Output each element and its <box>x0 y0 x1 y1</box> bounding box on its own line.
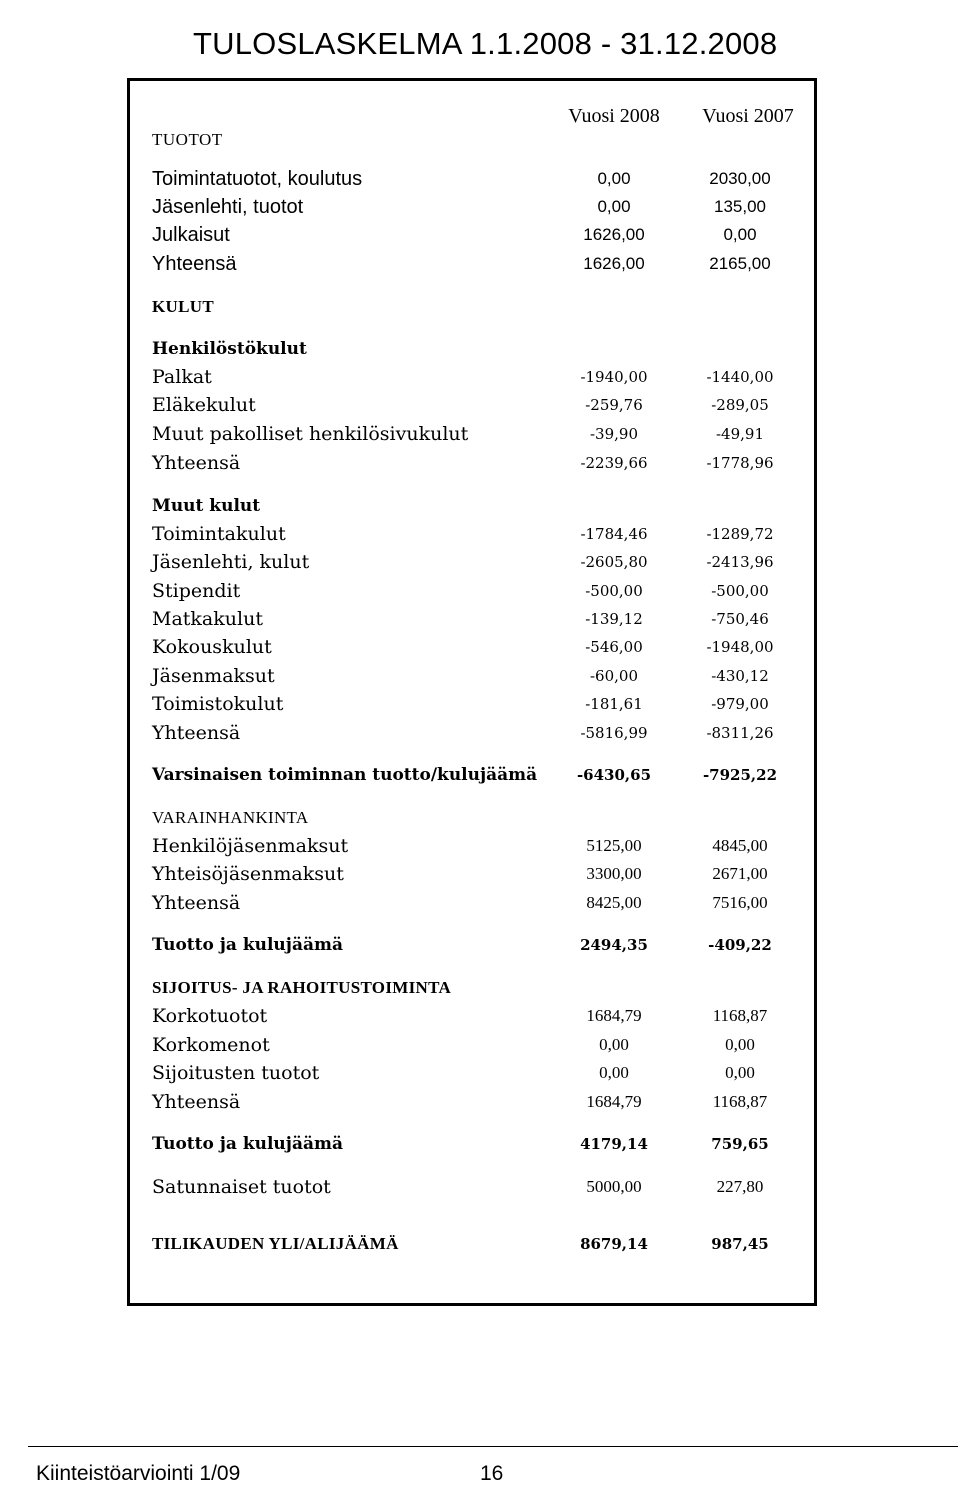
value-2008: 1626,00 <box>583 225 645 244</box>
row-label: Varsinaisen toiminnan tuotto/kulujäämä <box>152 765 538 785</box>
value-2007: 2165,00 <box>709 254 771 273</box>
row-label: Toimintatuotot, koulutus <box>152 168 363 190</box>
table-row <box>0 1031 960 1059</box>
row-label: Yhteensä <box>152 892 241 914</box>
value-2007: 0,00 <box>725 1063 755 1082</box>
value-2007: -1778,96 <box>706 454 774 472</box>
result-row-tuotto-kulujaama-2 <box>0 1130 960 1158</box>
table-row <box>0 250 960 278</box>
value-2008: -181,61 <box>585 695 643 713</box>
value-2008: -546,00 <box>585 638 643 656</box>
row-label: Yhteensä <box>152 1091 241 1113</box>
page-title: TULOSLASKELMA 1.1.2008 - 31.12.2008 <box>193 26 778 61</box>
row-label: Toimistokulut <box>152 693 284 715</box>
row-label: Tuotto ja kulujäämä <box>152 935 343 955</box>
row-label: Jäsenmaksut <box>152 665 275 687</box>
row-label: Yhteensä <box>152 452 241 474</box>
row-label: Matkakulut <box>152 608 263 630</box>
value-2007: -7925,22 <box>702 766 778 784</box>
value-2008: 0,00 <box>599 1063 629 1082</box>
row-label: Korkotuotot <box>152 1005 268 1027</box>
value-2008: 0,00 <box>599 1035 629 1054</box>
value-2008: 0,00 <box>597 197 631 216</box>
table-row <box>0 860 960 888</box>
value-2007: -2413,96 <box>706 553 774 571</box>
row-label: Tuotto ja kulujäämä <box>152 1134 343 1154</box>
value-2008: 2494,35 <box>580 936 648 954</box>
value-2008: -1784,46 <box>580 525 648 543</box>
footer-divider <box>28 1446 958 1447</box>
row-label: Korkomenot <box>152 1034 270 1056</box>
value-2007: -8311,26 <box>706 724 774 742</box>
table-row <box>0 832 960 860</box>
section-label: SIJOITUS- JA RAHOITUSTOIMINTA <box>152 978 452 997</box>
value-2007: 135,00 <box>714 197 766 216</box>
row-label: Satunnaiset tuotot <box>152 1176 331 1198</box>
value-2008: -1940,00 <box>580 368 648 386</box>
value-2007: -49,91 <box>715 425 764 443</box>
table-row <box>0 889 960 917</box>
value-2008: 1684,79 <box>586 1092 642 1111</box>
table-row <box>0 1059 960 1087</box>
section-heading-kulut <box>0 293 960 321</box>
value-2008: -139,12 <box>585 610 643 628</box>
table-row <box>0 633 960 661</box>
value-2008: 1626,00 <box>583 254 645 273</box>
row-label: TILIKAUDEN YLI/ALIJÄÄMÄ <box>152 1234 399 1253</box>
subsection-heading-muut-kulut <box>0 492 960 520</box>
value-2007: -1440,00 <box>706 368 774 386</box>
table-row <box>0 548 960 576</box>
row-label: Jäsenlehti, tuotot <box>152 196 304 218</box>
value-2008: -500,00 <box>585 582 643 600</box>
table-row <box>0 420 960 448</box>
table-row <box>0 605 960 633</box>
column-header-2008: Vuosi 2008 <box>568 105 660 127</box>
value-2007: 227,80 <box>716 1177 764 1196</box>
value-2007: -979,00 <box>711 695 769 713</box>
value-2007: 7516,00 <box>712 893 768 912</box>
section-label: TUOTOT <box>152 130 223 149</box>
value-2008: 1684,79 <box>586 1006 642 1025</box>
table-row <box>0 165 960 193</box>
table-row <box>0 1088 960 1116</box>
table-row-satunnaiset <box>0 1173 960 1201</box>
table-row <box>0 363 960 391</box>
value-2007: -430,12 <box>711 667 769 685</box>
result-row-tuotto-kulujaama-1 <box>0 931 960 959</box>
value-2008: 5125,00 <box>586 836 642 855</box>
value-2007: 0,00 <box>723 225 757 244</box>
subsection-heading-henkilostokulut <box>0 335 960 363</box>
table-row <box>0 577 960 605</box>
value-2008: -39,90 <box>589 425 638 443</box>
row-label: Eläkekulut <box>152 394 256 416</box>
row-label: Palkat <box>152 366 212 388</box>
value-2008: 8425,00 <box>586 893 642 912</box>
value-2008: 5000,00 <box>586 1177 642 1196</box>
value-2008: -5816,99 <box>580 724 648 742</box>
value-2007: -289,05 <box>711 396 769 414</box>
value-2007: 2671,00 <box>712 864 768 883</box>
value-2007: 4845,00 <box>712 836 768 855</box>
value-2007: 1168,87 <box>712 1092 768 1111</box>
subsection-label: Muut kulut <box>152 496 261 516</box>
value-2007: 987,45 <box>711 1235 769 1253</box>
row-label: Julkaisut <box>152 224 230 246</box>
table-row <box>0 449 960 477</box>
table-row <box>0 662 960 690</box>
value-2007: 2030,00 <box>709 169 771 188</box>
value-2007: 759,65 <box>711 1135 769 1153</box>
row-label: Muut pakolliset henkilösivukulut <box>152 423 469 445</box>
row-label: Yhteensä <box>152 722 241 744</box>
section-heading-tuotot <box>0 126 960 154</box>
row-label: Toimintakulut <box>152 523 286 545</box>
row-label: Yhteensä <box>152 253 237 275</box>
table-row <box>0 391 960 419</box>
value-2007: -409,22 <box>708 936 772 954</box>
section-heading-sijoitus <box>0 974 960 1002</box>
footer-page-number: 16 <box>480 1462 504 1485</box>
value-2008: 3300,00 <box>586 864 642 883</box>
table-row <box>0 719 960 747</box>
row-label: Stipendit <box>152 580 241 602</box>
table-row <box>0 690 960 718</box>
row-label: Sijoitusten tuotot <box>152 1062 320 1084</box>
table-row <box>0 1002 960 1030</box>
value-2007: -1289,72 <box>706 525 774 543</box>
value-2008: -60,00 <box>589 667 638 685</box>
result-row-varsinainen <box>0 761 960 789</box>
value-2008: -2605,80 <box>580 553 648 571</box>
value-2007: 0,00 <box>725 1035 755 1054</box>
footer-publication: Kiinteistöarviointi 1/09 <box>36 1462 241 1485</box>
section-label: VARAINHANKINTA <box>152 808 309 827</box>
value-2008: -2239,66 <box>580 454 648 472</box>
value-2008: -259,76 <box>585 396 643 414</box>
subsection-label: Henkilöstökulut <box>152 339 307 359</box>
value-2007: -750,46 <box>711 610 769 628</box>
row-label: Yhteisöjäsenmaksut <box>152 863 344 885</box>
section-heading-varainhankinta <box>0 804 960 832</box>
value-2007: -1948,00 <box>706 638 774 656</box>
result-row-tilikauden-yli-alijaama <box>0 1230 960 1258</box>
value-2008: 0,00 <box>597 169 631 188</box>
row-label: Henkilöjäsenmaksut <box>152 835 349 857</box>
value-2008: -6430,65 <box>576 766 652 784</box>
value-2007: -500,00 <box>711 582 769 600</box>
value-2008: 4179,14 <box>580 1135 648 1153</box>
table-row <box>0 520 960 548</box>
section-label: KULUT <box>152 297 214 316</box>
table-row <box>0 193 960 221</box>
row-label: Jäsenlehti, kulut <box>152 551 310 573</box>
row-label: Kokouskulut <box>152 636 272 658</box>
value-2007: 1168,87 <box>712 1006 768 1025</box>
column-header-2007: Vuosi 2007 <box>702 105 794 127</box>
value-2008: 8679,14 <box>580 1235 648 1253</box>
table-row <box>0 221 960 249</box>
